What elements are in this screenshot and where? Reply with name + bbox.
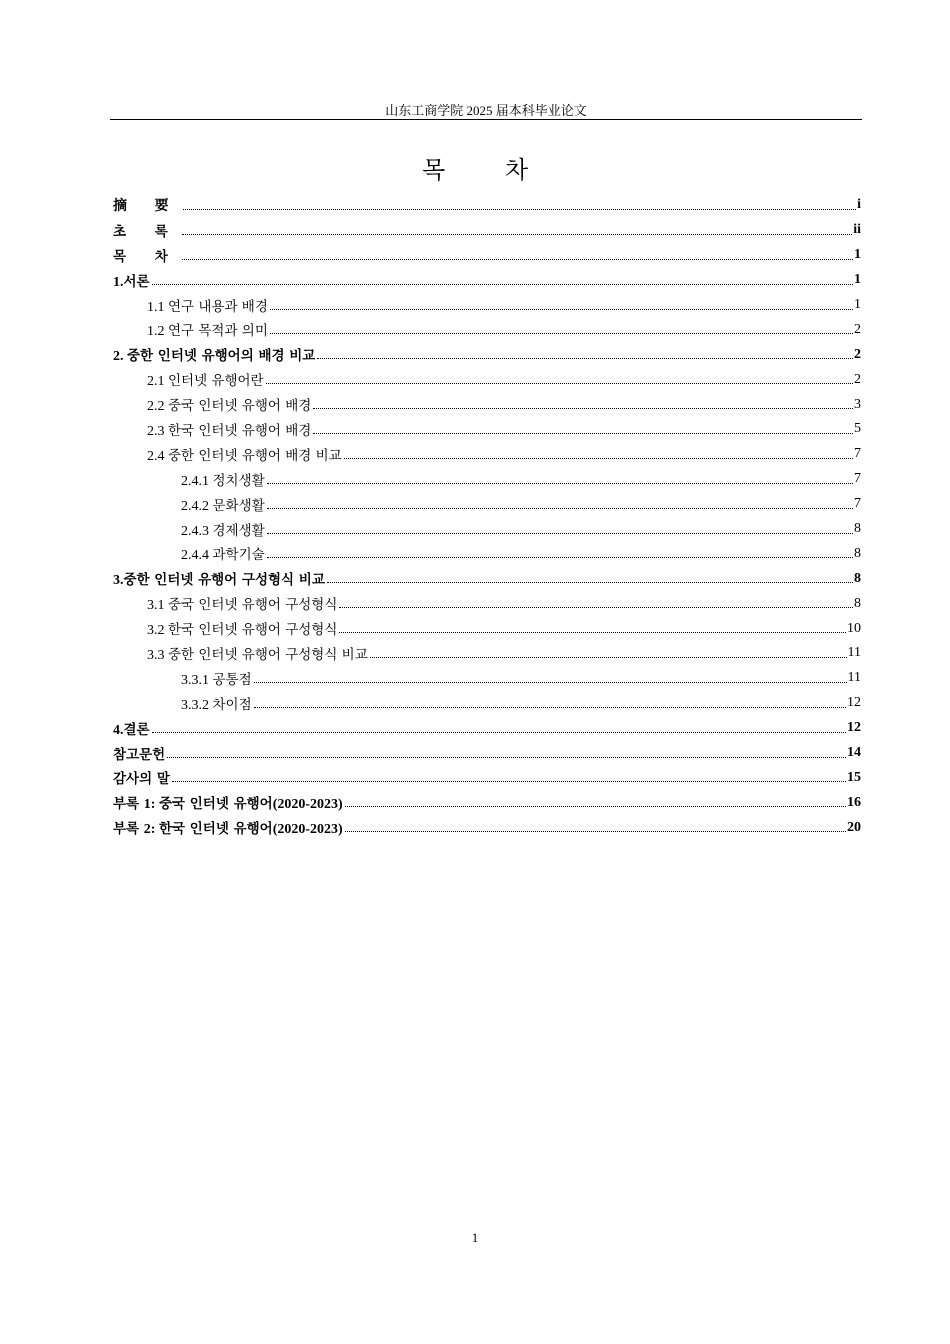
toc-entry-page: 2 — [854, 321, 861, 337]
toc-entry[interactable] — [113, 218, 861, 243]
toc-dot-leader — [152, 284, 853, 285]
toc-entry-label: 2.4.4 과학기술 — [181, 547, 265, 564]
toc-entry-label: 2.1 인터넷 유행어란 — [147, 373, 264, 390]
toc-entry-label: 초 록 — [113, 223, 180, 240]
running-header: 山东工商学院 2025 届本科毕业论文 — [385, 103, 587, 118]
toc-entry[interactable] — [113, 541, 861, 566]
toc-entry-page: 2 — [854, 371, 861, 387]
toc-entry-page: 11 — [847, 645, 861, 661]
toc-entry-page: 14 — [847, 745, 861, 761]
toc-entry-label: 2. 중한 인터넷 유행어의 배경 비교 — [113, 348, 316, 365]
toc-dot-leader — [254, 682, 847, 683]
toc-entry[interactable] — [113, 293, 861, 318]
toc-entry[interactable] — [113, 367, 861, 392]
toc-dot-leader — [345, 806, 846, 807]
toc-entry[interactable] — [113, 392, 861, 417]
toc-entry[interactable] — [113, 616, 861, 641]
toc-dot-leader — [183, 209, 857, 210]
toc-entry-page: 11 — [847, 670, 861, 686]
toc-entry-page: 16 — [847, 794, 861, 810]
toc-dot-leader — [152, 732, 846, 733]
toc-entry-page: 1 — [854, 297, 861, 312]
page-title: 목 차 — [422, 156, 554, 184]
toc-dot-leader — [313, 408, 853, 409]
toc-entry[interactable] — [113, 517, 861, 542]
toc-entry-label: 1.1 연구 내용과 배경 — [147, 298, 268, 315]
toc-entry[interactable] — [113, 566, 861, 591]
toc-dot-leader — [270, 333, 853, 334]
toc-entry-page: 7 — [854, 496, 861, 512]
toc-entry-label: 摘 要 — [113, 199, 181, 215]
toc-dot-leader — [267, 533, 853, 534]
toc-entry-label: 4.결론 — [113, 721, 150, 738]
toc-entry-page: 8 — [854, 521, 861, 537]
toc-dot-leader — [172, 781, 846, 782]
toc-entry[interactable] — [113, 317, 861, 342]
toc-dot-leader — [267, 557, 853, 558]
toc-entry-label: 3.3 중한 인터넷 유행어 구성형식 비교 — [147, 646, 368, 663]
toc-entry-label: 3.1 중국 인터넷 유행어 구성형식 — [147, 597, 338, 614]
toc-entry-page: 7 — [854, 471, 861, 487]
toc-entry[interactable] — [113, 765, 861, 790]
toc-entry-label: 3.3.2 차이점 — [181, 696, 252, 713]
toc-entry-label: 3.3.1 공통점 — [181, 671, 252, 688]
toc-entry-label: 감사의 말 — [113, 771, 170, 788]
toc-entry-label: 2.4 중한 인터넷 유행어 배경 비교 — [147, 447, 342, 464]
page-number: 1 — [471, 1230, 479, 1245]
toc-entry-page: 8 — [854, 545, 861, 561]
toc-entry-label: 2.3 한국 인터넷 유행어 배경 — [147, 422, 312, 439]
toc-dot-leader — [182, 234, 852, 235]
toc-entry-page: 15 — [847, 769, 861, 785]
toc-entry-label: 2.4.1 정치생활 — [181, 472, 265, 489]
toc-dot-leader — [267, 483, 853, 484]
toc-dot-leader — [270, 309, 853, 310]
toc-entry-label: 목 차 — [113, 248, 180, 265]
toc-dot-leader — [339, 632, 846, 633]
toc-entry[interactable] — [113, 691, 861, 716]
toc-entry[interactable] — [113, 243, 861, 268]
toc-entry[interactable] — [113, 741, 861, 766]
toc-entry-page: 12 — [847, 720, 861, 736]
toc-entry[interactable] — [113, 193, 861, 218]
toc-entry[interactable] — [113, 467, 861, 492]
toc-entry[interactable] — [113, 815, 861, 840]
toc-entry[interactable] — [113, 417, 861, 442]
toc-entry[interactable] — [113, 790, 861, 815]
toc-entry-page: 7 — [854, 446, 861, 462]
header-rule — [110, 119, 862, 120]
table-of-contents — [113, 193, 861, 840]
toc-entry-page: ii — [853, 222, 861, 238]
toc-dot-leader — [182, 259, 853, 260]
toc-entry-page: 12 — [847, 695, 861, 711]
toc-entry-page: 3 — [854, 396, 861, 412]
toc-entry[interactable] — [113, 342, 861, 367]
toc-dot-leader — [313, 433, 853, 434]
toc-entry[interactable] — [113, 268, 861, 293]
toc-dot-leader — [345, 831, 846, 832]
toc-entry-page: 8 — [854, 595, 861, 611]
toc-entry-label: 3.2 한국 인터넷 유행어 구성형식 — [147, 622, 338, 639]
toc-entry-page: 2 — [854, 346, 861, 362]
toc-entry-page: 8 — [854, 570, 861, 586]
toc-entry[interactable] — [113, 666, 861, 691]
toc-entry-label: 2.4.3 경제생활 — [181, 522, 265, 539]
toc-entry-label: 2.4.2 문화생활 — [181, 497, 265, 514]
toc-entry[interactable] — [113, 716, 861, 741]
toc-dot-leader — [317, 358, 853, 359]
toc-entry-page: 1 — [854, 247, 861, 263]
toc-dot-leader — [267, 508, 853, 509]
toc-entry-label: 부록 1: 중국 인터넷 유행어(2020-2023) — [113, 796, 343, 813]
toc-dot-leader — [370, 657, 847, 658]
toc-entry-page: 5 — [854, 421, 861, 437]
toc-entry-label: 1.2 연구 목적과 의미 — [147, 323, 268, 340]
toc-dot-leader — [344, 458, 853, 459]
toc-entry-label: 2.2 중국 인터넷 유행어 배경 — [147, 398, 312, 415]
toc-dot-leader — [254, 707, 846, 708]
toc-entry-page: 20 — [847, 819, 861, 835]
toc-dot-leader — [327, 582, 853, 583]
toc-entry-page: 10 — [847, 620, 861, 636]
toc-entry-page: 1 — [854, 272, 861, 288]
toc-entry-label: 3.중한 인터넷 유행어 구성형식 비교 — [113, 572, 325, 589]
toc-entry[interactable] — [113, 641, 861, 666]
toc-entry-page: i — [857, 197, 861, 213]
toc-entry-label: 참고문헌 — [113, 746, 166, 763]
toc-entry[interactable] — [113, 442, 861, 467]
toc-dot-leader — [167, 757, 846, 758]
toc-entry-label: 부록 2: 한국 인터넷 유행어(2020-2023) — [113, 821, 343, 838]
toc-entry[interactable] — [113, 492, 861, 517]
toc-entry-label: 1.서론 — [113, 273, 150, 290]
toc-dot-leader — [339, 607, 853, 608]
toc-dot-leader — [266, 383, 853, 384]
toc-entry[interactable] — [113, 591, 861, 616]
